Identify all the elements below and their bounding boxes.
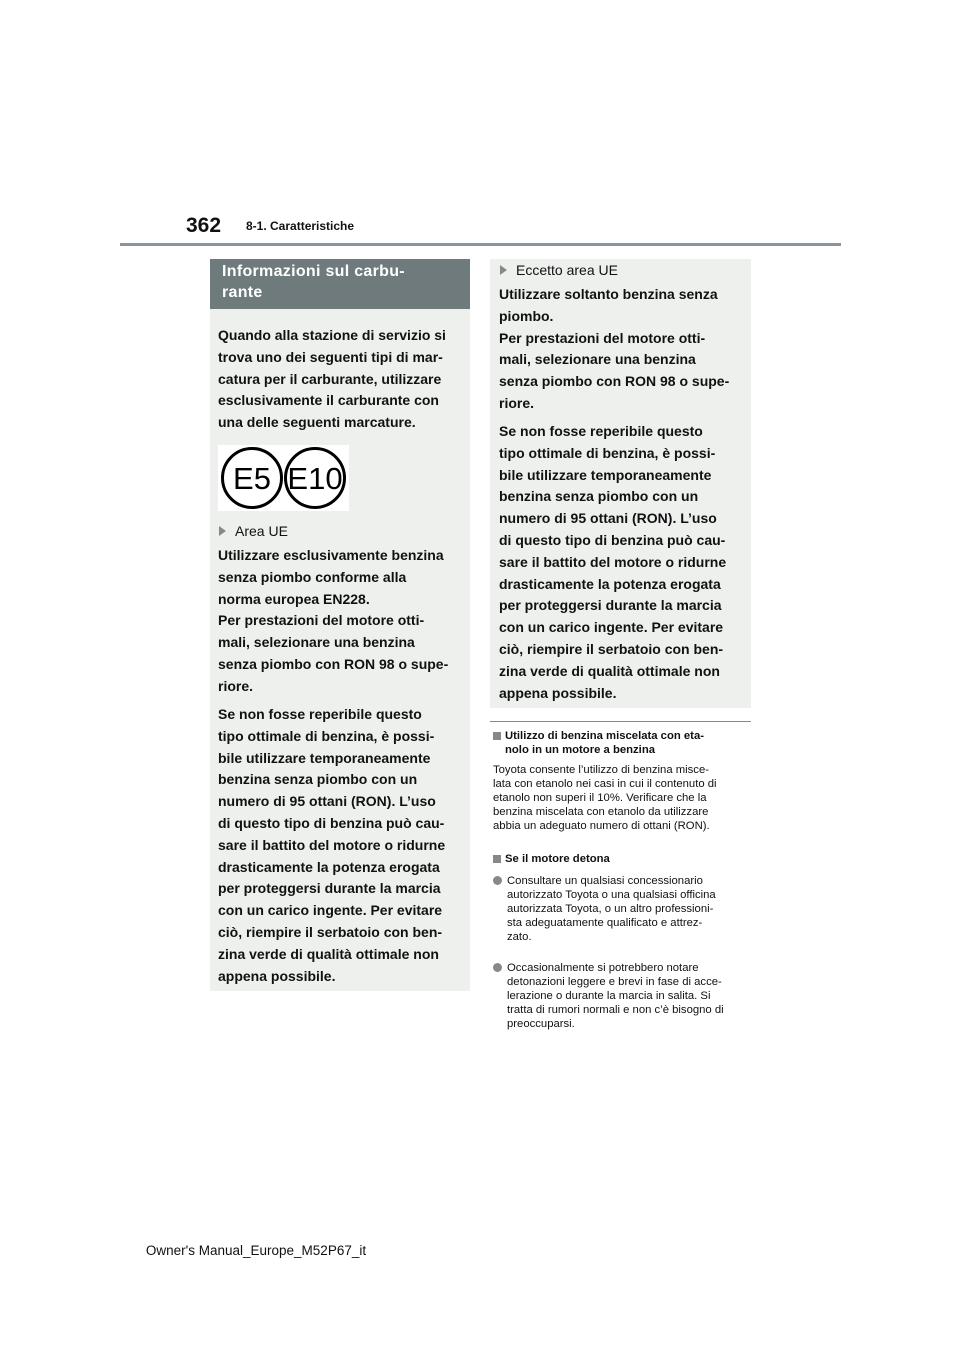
list-item-text: Occasionalmente si potrebbero notare detonazioni leggere e brevi in fase di acce- lerazione o durante la marcia in salita. Si tratta di rumori normali e non c’è bisogno di preoccuparsi. xyxy=(507,962,724,1030)
square-bullet-icon xyxy=(493,732,501,740)
page-number: 362 xyxy=(186,214,222,237)
triangle-icon xyxy=(219,526,226,536)
ethanol-heading xyxy=(493,729,751,757)
fuel-marks-graphic xyxy=(218,445,349,511)
list-item xyxy=(493,874,751,944)
ethanol-heading-text: Utilizzo di benzina miscelata con eta- nolo in un motore a benzina xyxy=(505,730,704,756)
section-label: 8-1. Caratteristiche xyxy=(246,219,355,233)
square-bullet-icon xyxy=(493,855,501,863)
notes-rule xyxy=(490,721,751,722)
non-eu-para1: Utilizzare soltanto benzina senza piombo. Per prestazioni del motore otti- mali, selezionare una benzina senza piombo con RON 98 o supe- riore. xyxy=(499,286,730,411)
bullet-dot-icon xyxy=(493,963,502,972)
ethanol-text: Toyota consente l’utilizzo di benzina misce- lata con etanolo nei casi in cui il contenuto di etanolo non superi il 10%. Verificare che la benzina miscelata con etanolo da utilizzare abbia un adeguato numero di ottani (RON). xyxy=(493,764,717,832)
header-rule xyxy=(120,243,841,246)
list-item xyxy=(493,961,751,1031)
non-eu-para2: Se non fosse reperibile questo tipo ottimale di benzina, è possi- bile utilizzare temporaneamente benzina senza piombo con un numero di 95 ottani (RON). L’uso di questo tipo di benzina può cau- sare il battito del motore o ridurne drasticamente la potenza erogata per proteggersi durante la marcia con un carico ingente. Per evitare ciò, riempire il serbatoio con ben- zina verde di qualità ottimale non appena possibile. xyxy=(499,423,727,701)
list-item-text: Consultare un qualsiasi concessionario autorizzato Toyota o una qualsiasi officina autorizzata Toyota, o un altro professioni- sta adeguatamente qualificato e attrez- zato. xyxy=(507,875,716,943)
fuel-info-title: Informazioni sul carbu- rante xyxy=(210,259,470,309)
area-ue-heading xyxy=(219,523,288,539)
area-ue-label: Area UE xyxy=(235,523,288,539)
non-eu-heading xyxy=(500,262,618,278)
area-ue-para2: Se non fosse reperibile questo tipo ottimale di benzina, è possi- bile utilizzare temporaneamente benzina senza piombo con un numero di 95 ottani (RON). L’uso di questo tipo di benzina può cau- sare il battito del motore o ridurne drasticamente la potenza erogata per proteggersi durante la marcia con un carico ingente. Per evitare ciò, riempire il serbatoio con ben- zina verde di qualità ottimale non appena possibile. xyxy=(218,706,446,984)
fuel-marks xyxy=(218,445,349,511)
knock-heading xyxy=(493,852,610,866)
fuel-info-intro: Quando alla stazione di servizio si trova uno dei seguenti tipi di mar- catura per il carburante, utilizzare esclusivamente il carburante con una delle seguenti marcature. xyxy=(218,327,446,431)
mark-e5: E5 xyxy=(233,461,271,496)
knock-heading-text: Se il motore detona xyxy=(505,853,610,865)
triangle-icon xyxy=(500,265,507,275)
footer-text: Owner's Manual_Europe_M52P67_it xyxy=(145,1243,367,1258)
mark-e10: E10 xyxy=(287,461,343,496)
bullet-dot-icon xyxy=(493,876,502,885)
area-ue-para1: Utilizzare esclusivamente benzina senza piombo conforme alla norma europea EN228. Per prestazioni del motore otti- mali, selezionare una benzina senza piombo con RON 98 o supe- riore. xyxy=(218,547,449,694)
non-eu-label: Eccetto area UE xyxy=(516,262,618,278)
